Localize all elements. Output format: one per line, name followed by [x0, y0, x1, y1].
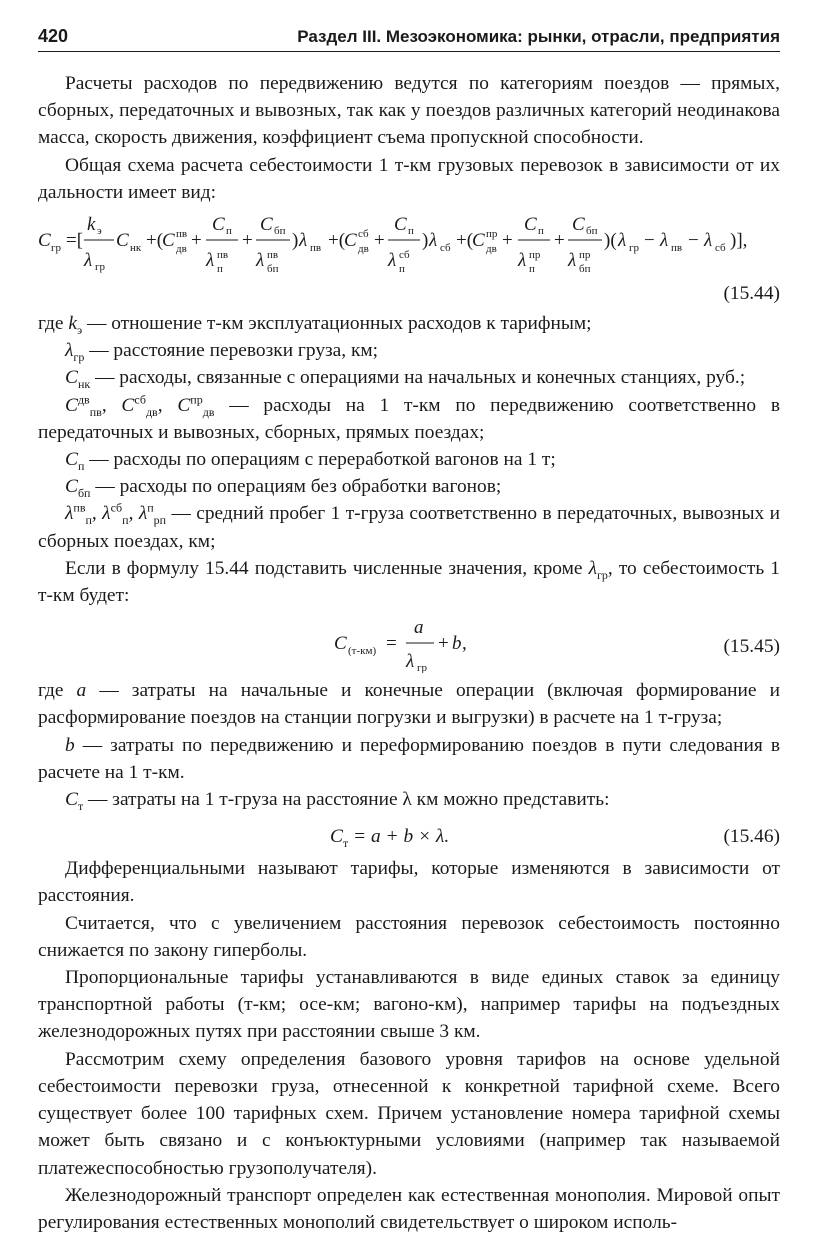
paragraph-substitution: Если в формулу 15.44 подставить численные значения, кроме $\lambda_{гр}$, то себестоимость 1 т-км будет:: [38, 557, 780, 607]
svg-text:C: C: [394, 214, 407, 236]
svg-text:=[: =[: [66, 230, 84, 252]
svg-text:пв: пв: [176, 228, 188, 241]
svg-text:сб: сб: [440, 242, 451, 255]
svg-text:C: C: [260, 214, 273, 236]
book-page: [38, 26, 780, 1236]
definition-lambda-gr: $\lambda_{гр}$ — расстояние перевозки груза, км;: [65, 340, 379, 365]
formula-15-45-expression: [334, 613, 534, 673]
svg-text:э: э: [97, 225, 102, 238]
definition-c-t: $C_т$ — затраты на 1 т-груза на расстояние λ км можно представить:: [65, 789, 610, 813]
svg-text:+(: +(: [328, 230, 346, 252]
definition-c-p: $C_п$ — расходы по операциям с переработкой вагонов на 1 т;: [65, 449, 556, 473]
svg-text:λ: λ: [660, 230, 669, 252]
paragraph-hyperbola: Считается, что с увеличением расстояния перевозок себестоимость постоянно снижается по закону гиперболы.: [38, 912, 780, 961]
svg-text:пв: пв: [310, 242, 322, 255]
svg-text:бп: бп: [274, 225, 286, 238]
svg-text:+: +: [374, 230, 385, 252]
svg-text:п: п: [529, 263, 535, 276]
definition-k-e: где $k_э$ — отношение т-км эксплуатационных расходов к тарифным;: [38, 313, 592, 337]
svg-text:C: C: [38, 230, 51, 252]
svg-text:λ: λ: [406, 651, 415, 673]
svg-text:пв: пв: [671, 242, 683, 255]
equation-number-15-44: (15.44): [723, 283, 780, 305]
svg-text:+(: +(: [456, 230, 474, 252]
svg-text:C: C: [472, 230, 485, 252]
definition-lambda-p: $\lambda^{пв}_п$, $\lambda^{сб}_п$, $\lambda^п_{рп}$ — средний пробег 1 т-груза соответственно в передаточных, вывозных и сборных поездах, км;: [38, 500, 780, 552]
svg-text:λ: λ: [206, 250, 215, 272]
definition-c-bp: $C_{бп}$ — расходы по операциям без обработки вагонов;: [65, 476, 502, 501]
definition-b: b — затраты по передвижению и переформированию поездов в пути следования в расчете на 1 т-км.: [38, 734, 780, 783]
svg-text:k: k: [87, 214, 96, 236]
paragraph-natural-monopoly: Железнодорожный транспорт определен как естественная монополия. Мировой опыт регулирования естественных монополий свидетельствует о широком исполь-: [38, 1184, 780, 1233]
svg-text:гр: гр: [95, 261, 106, 274]
svg-text:сб: сб: [399, 249, 410, 262]
definition-a: где a — затраты на начальные и конечные операции (включая формирование и расформирование поездов на станции погрузки и выгрузки) в расчете на 1 т-груза;: [38, 680, 780, 729]
paragraph-differential-tariffs: Дифференциальными называют тарифы, которые изменяются в зависимости от расстояния.: [38, 858, 780, 907]
svg-text:)(: )(: [604, 230, 617, 252]
page-body: [38, 70, 780, 1236]
svg-text:λ: λ: [618, 230, 627, 252]
svg-text:C: C: [334, 633, 347, 655]
svg-text:λ: λ: [518, 250, 527, 272]
paragraph-proportional-tariffs: Пропорциональные тарифы устанавливаются в виде единых ставок за единицу транспортной работы (т-км; осе-км; вагоно-км), например тарифы на подъездных железнодорожных путях при расстоянии свыше 3 км.: [38, 967, 780, 1043]
svg-text:бп: бп: [586, 225, 598, 238]
svg-text:C: C: [344, 230, 357, 252]
svg-text:п: п: [217, 263, 223, 276]
paragraph-tariff-schemes: Рассмотрим схему определения базового уровня тарифов на основе удельной себестоимости перевозки груза, отнесенной к конкретной тарифной схеме. Всего существует более 100 тарифных схем. Причем установление номера тарифной схемы может быть связано и с конъюктурными условиями (например так называемой платежеспособностью грузополучателя).: [38, 1048, 780, 1179]
formula-15-44: [38, 206, 780, 310]
svg-text:+: +: [502, 230, 513, 252]
svg-text:пр: пр: [486, 228, 498, 241]
svg-text:C: C: [212, 214, 225, 236]
svg-text:a: a: [414, 617, 424, 639]
svg-text:+: +: [191, 230, 202, 252]
paragraph-general-scheme: Общая схема расчета себестоимости 1 т-км грузовых перевозок в зависимости от их дальности имеет вид:: [38, 154, 780, 203]
formula-15-44-expression: [38, 206, 780, 276]
svg-text:λ: λ: [299, 230, 308, 252]
svg-text:п: п: [226, 225, 232, 238]
svg-text:)],: )],: [730, 230, 748, 252]
svg-text:λ: λ: [84, 250, 93, 272]
running-header: [38, 26, 780, 52]
svg-text:сб: сб: [715, 242, 726, 255]
svg-text:(т-км): (т-км): [348, 645, 377, 658]
svg-text:пв: пв: [217, 249, 229, 262]
svg-text:b: b: [452, 633, 462, 655]
svg-text:пр: пр: [579, 249, 591, 262]
svg-text:пр: пр: [529, 249, 541, 262]
svg-text:+: +: [438, 633, 449, 655]
svg-text:+: +: [242, 230, 253, 252]
equation-number-15-46: (15.46): [723, 826, 780, 848]
svg-text:гр: гр: [417, 662, 428, 674]
svg-text:C: C: [524, 214, 537, 236]
svg-text:C: C: [572, 214, 585, 236]
svg-text:): ): [422, 230, 429, 252]
svg-text:=: =: [386, 633, 397, 655]
equation-number-15-45: (15.45): [723, 636, 780, 658]
svg-text:дв: дв: [176, 243, 187, 256]
svg-text:сб: сб: [358, 228, 369, 241]
definitions-15-44: [38, 310, 780, 555]
svg-text:+: +: [554, 230, 565, 252]
svg-text:λ: λ: [704, 230, 713, 252]
svg-text:нк: нк: [130, 242, 142, 255]
svg-text:пв: пв: [267, 249, 279, 262]
svg-text:C: C: [162, 230, 175, 252]
svg-text:,: ,: [462, 633, 467, 655]
svg-text:λ: λ: [429, 230, 438, 252]
paragraph-categories: Расчеты расходов по передвижению ведутся по категориям поездов — прямых, сборных, передаточных и вывозных, так как у поездов различных категорий неодинакова масса, скорость движения, коэффициент съема пропускной способности.: [38, 73, 780, 149]
svg-text:λ: λ: [568, 250, 577, 272]
svg-text:бп: бп: [267, 263, 279, 276]
definition-c-dv: $C^{дв}_{пв}$, $C^{сб}_{дв}$, $C^{пр}_{дв}$ — расходы на 1 т-км по передвижению соответственно в передаточных и вывозных, сборных, прямых поездах;: [38, 392, 780, 443]
svg-text:): ): [292, 230, 299, 252]
svg-text:бп: бп: [579, 263, 591, 276]
page-number: 420: [38, 26, 69, 46]
svg-text:п: п: [538, 225, 544, 238]
definition-c-nk: $C_{нк}$ — расходы, связанные с операциями на начальных и конечных станциях, руб.;: [65, 367, 746, 392]
formula-15-46-expression: $C_т = a + b \times \lambda$.: [330, 826, 450, 851]
svg-text:+(: +(: [146, 230, 164, 252]
svg-text:гр: гр: [629, 242, 640, 255]
formula-15-46: [38, 819, 780, 855]
svg-text:−: −: [688, 230, 699, 252]
svg-text:гр: гр: [51, 242, 62, 255]
formula-15-45: [38, 613, 780, 677]
svg-text:дв: дв: [486, 243, 497, 256]
svg-text:п: п: [408, 225, 414, 238]
svg-text:C: C: [116, 230, 129, 252]
section-title: Раздел III. Мезоэкономика: рынки, отрасли, предприятия: [297, 27, 780, 46]
svg-text:дв: дв: [358, 243, 369, 256]
svg-text:п: п: [399, 263, 405, 276]
definitions-15-45: [38, 677, 780, 813]
svg-text:λ: λ: [388, 250, 397, 272]
svg-text:−: −: [644, 230, 655, 252]
svg-text:λ: λ: [256, 250, 265, 272]
